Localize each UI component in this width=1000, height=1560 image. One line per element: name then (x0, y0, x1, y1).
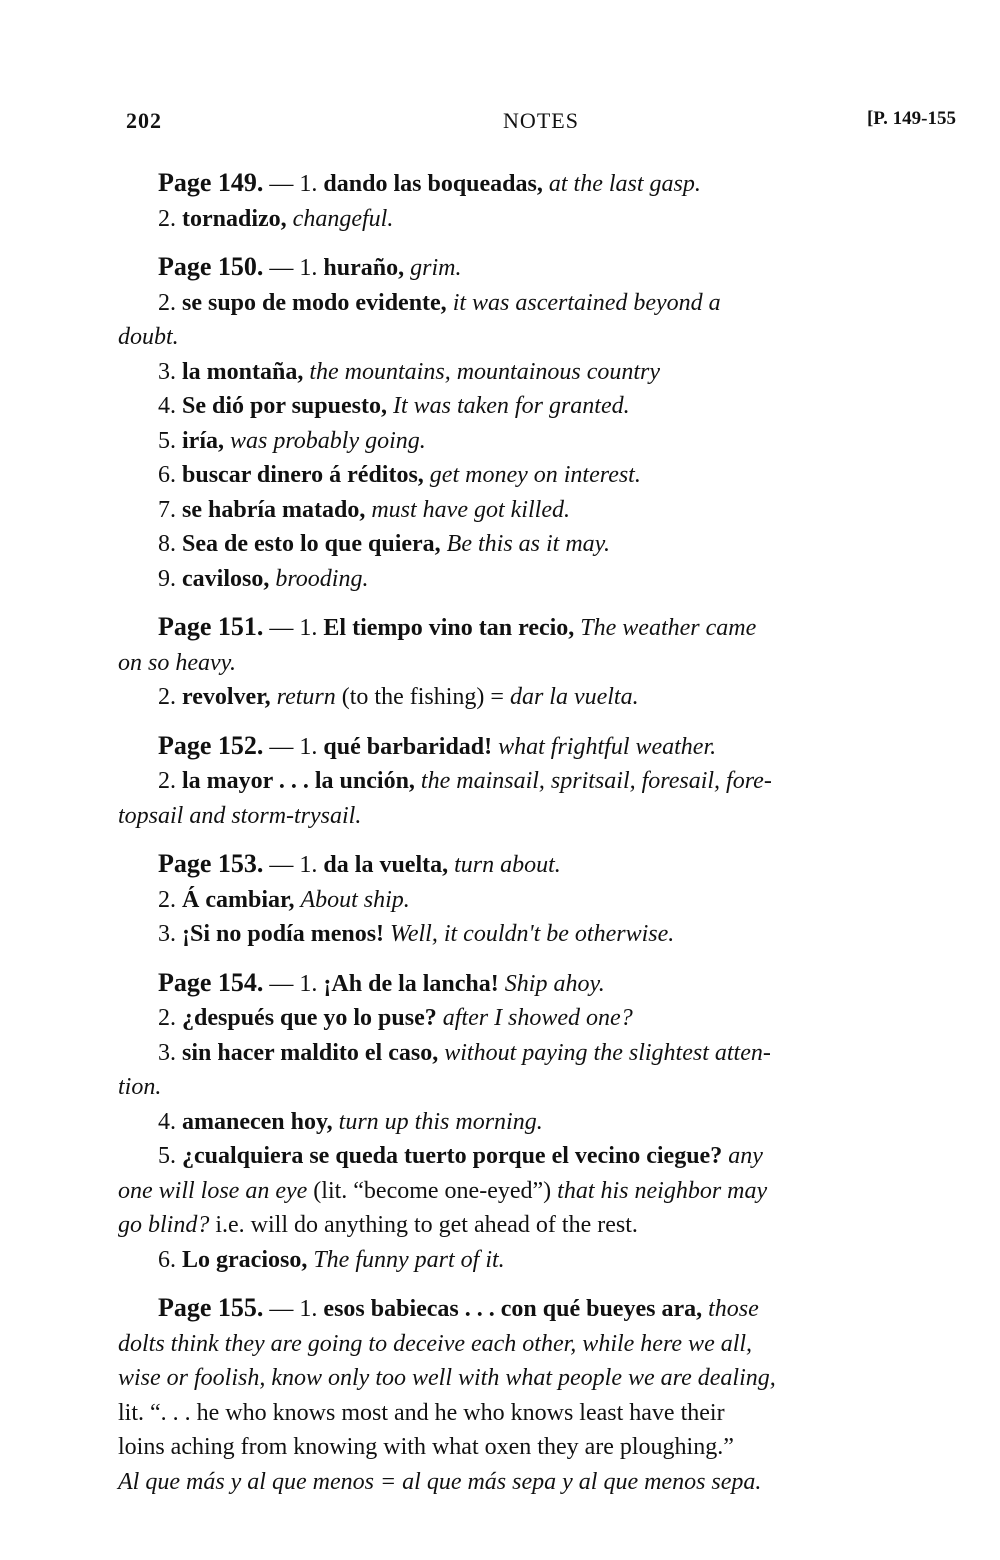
english-gloss: must have got killed. (371, 496, 570, 523)
note-line (118, 1465, 956, 1500)
english-gloss: without paying the slightest atten- (444, 1039, 771, 1066)
note-number: 2. (158, 886, 176, 913)
note-line (118, 1070, 956, 1105)
note-line (118, 1208, 956, 1243)
note-line: Page 154. — 1. ¡Ah de la lancha! Ship ahoy. (158, 967, 605, 997)
english-gloss: topsail and storm-trysail. (118, 802, 362, 829)
note-number: 2. (158, 768, 176, 794)
note-line: Page 152. — 1. qué barbaridad! what frightful weather. (158, 730, 717, 760)
english-gloss: Al que más y al que menos = al que más sepa y al que menos sepa. (118, 1468, 762, 1495)
note-line (118, 764, 956, 799)
spanish-phrase: ¿cualquiera se queda tuerto porque el vecino ciegue? (182, 1143, 723, 1169)
note-section (118, 610, 956, 715)
english-gloss: brooding. (275, 565, 369, 592)
note-line (118, 458, 956, 493)
note-line: Page 150. — 1. huraño, grim. (158, 252, 462, 281)
spanish-phrase: dando las boqueadas, (323, 171, 543, 197)
english-gloss: It was taken for granted. (392, 393, 630, 419)
note-line (118, 680, 956, 715)
note-number: 1. (299, 733, 318, 760)
note-number: 6. (158, 462, 176, 488)
spanish-phrase: caviloso, (182, 565, 270, 592)
spanish-phrase: se habría matado, (182, 496, 366, 523)
note-number: 2. (158, 205, 176, 232)
running-header (126, 108, 956, 138)
english-gloss: changeful. (292, 205, 394, 232)
note-line (118, 1001, 956, 1036)
english-gloss: turn about. (454, 852, 561, 878)
note-number: 3. (158, 921, 176, 947)
note-line: Page 149. — 1. dando las boqueadas, at the last gasp. (158, 168, 701, 197)
note-section (118, 250, 956, 596)
english-gloss: grim. (410, 255, 462, 281)
english-gloss: on so heavy. (118, 649, 236, 676)
note-number: 1. (299, 1296, 318, 1322)
english-gloss: dar la vuelta. (509, 684, 639, 710)
english-gloss: the mainsail, spritsail, foresail, fore- (420, 768, 772, 794)
spanish-phrase: amanecen hoy, (182, 1108, 333, 1135)
note-line (118, 202, 956, 237)
note-line (118, 1139, 956, 1174)
english-gloss: after I showed one? (442, 1005, 633, 1031)
note-line (118, 562, 956, 597)
spanish-phrase: tornadizo, (182, 205, 287, 232)
english-gloss: what frightful weather. (498, 733, 717, 760)
note-line (118, 1036, 956, 1071)
page-label: Page 152. (158, 730, 264, 760)
note-line (118, 527, 956, 562)
note-number: 4. (158, 1108, 176, 1135)
spanish-phrase: buscar dinero á réditos, (182, 462, 424, 488)
spanish-phrase: Se dió por supuesto, (182, 393, 387, 419)
note-line: Page 151. — 1. El tiempo vino tan recio, The weather came (158, 612, 757, 641)
note-line (118, 1430, 956, 1465)
note-number: 6. (158, 1246, 176, 1273)
note-number: 8. (158, 531, 176, 557)
plain-text: (to the fishing) = (341, 684, 504, 710)
note-number: 7. (158, 496, 176, 523)
page-range: [P. 149-155 (866, 108, 956, 129)
english-gloss: one will lose an eye (118, 1177, 308, 1204)
note-number: 2. (158, 1005, 176, 1031)
spanish-phrase: Á cambiar, (182, 886, 295, 913)
note-number: 1. (299, 171, 318, 197)
note-number: 1. (299, 615, 318, 641)
spanish-phrase: El tiempo vino tan recio, (323, 615, 575, 641)
note-line: Page 155. — 1. esos babiecas . . . con qué bueyes ara, those (158, 1293, 759, 1322)
note-number: 1. (299, 255, 318, 281)
page-label: Page 150. (158, 252, 264, 281)
note-line (118, 646, 956, 681)
page-label: Page 155. (158, 1293, 264, 1322)
note-line (118, 1174, 956, 1209)
plain-text: loins aching from knowing with what oxen they are ploughing.” (118, 1434, 734, 1460)
note-line (118, 917, 956, 952)
spanish-phrase: se supo de modo evidente, (182, 289, 447, 316)
header-title: NOTES (503, 108, 579, 133)
note-number: 2. (158, 289, 176, 316)
english-gloss: go blind? (118, 1212, 210, 1238)
spanish-phrase: da la vuelta, (323, 852, 449, 878)
note-line (118, 389, 956, 424)
spanish-phrase: la montaña, (182, 358, 304, 385)
spanish-phrase: Sea de esto lo que quiera, (182, 531, 441, 557)
english-gloss: get money on interest. (429, 462, 641, 488)
english-gloss: at the last gasp. (548, 171, 701, 197)
plain-text: (lit. “become one-eyed”) (313, 1177, 552, 1204)
page-label: Page 151. (158, 612, 264, 641)
note-section (118, 1291, 956, 1499)
note-line (118, 286, 956, 321)
spanish-phrase: huraño, (323, 255, 405, 281)
spanish-phrase: ¡Si no podía menos! (182, 921, 385, 947)
note-line (118, 1105, 956, 1140)
spanish-phrase: ¿después que yo lo puse? (182, 1005, 437, 1031)
english-gloss: The funny part of it. (313, 1246, 505, 1273)
note-number: 9. (158, 565, 176, 592)
note-line: Page 153. — 1. da la vuelta, turn about. (158, 849, 561, 878)
note-number: 3. (158, 1039, 176, 1066)
note-line (118, 1396, 956, 1431)
note-number: 2. (158, 684, 176, 710)
english-gloss: return (276, 684, 336, 710)
note-section (118, 966, 956, 1278)
note-section (118, 847, 956, 952)
note-line (118, 1243, 956, 1278)
english-gloss: The weather came (580, 615, 757, 641)
spanish-phrase: Lo gracioso, (182, 1246, 308, 1273)
english-gloss: Ship ahoy. (504, 970, 605, 997)
note-line (118, 355, 956, 390)
plain-text: i.e. will do anything to get ahead of the rest. (215, 1212, 638, 1238)
english-gloss: the mountains, mountainous country (309, 358, 661, 385)
note-number: 1. (299, 970, 318, 997)
english-gloss: doubt. (118, 324, 179, 350)
page-label: Page 149. (158, 168, 264, 197)
spanish-phrase: la mayor . . . la unción, (182, 768, 415, 794)
note-section (118, 729, 956, 834)
note-line (118, 1327, 956, 1362)
note-number: 5. (158, 427, 176, 454)
english-gloss: About ship. (300, 886, 410, 913)
note-number: 5. (158, 1143, 176, 1169)
note-line (118, 320, 956, 355)
english-gloss: those (708, 1296, 759, 1322)
note-number: 1. (299, 852, 318, 878)
english-gloss: Be this as it may. (446, 531, 610, 557)
english-gloss: any (728, 1143, 763, 1169)
note-number: 3. (158, 358, 176, 385)
english-gloss: it was ascertained beyond a (452, 289, 721, 316)
page-number: 202 (126, 108, 162, 133)
note-line (118, 424, 956, 459)
english-gloss: wise or foolish, know only too well with what people we are dealing, (118, 1365, 776, 1391)
english-gloss: dolts think they are going to deceive each other, while here we all, (118, 1330, 753, 1357)
page-label: Page 153. (158, 849, 264, 878)
note-section (118, 166, 956, 236)
english-gloss: turn up this morning. (338, 1108, 543, 1135)
spanish-phrase: sin hacer maldito el caso, (182, 1039, 439, 1066)
spanish-phrase: ¡Ah de la lancha! (323, 970, 499, 997)
plain-text: lit. “. . . he who knows most and he who knows least have their (118, 1399, 725, 1426)
note-line (118, 493, 956, 528)
english-gloss: tion. (118, 1074, 162, 1100)
english-gloss: was probably going. (230, 427, 426, 454)
spanish-phrase: esos babiecas . . . con qué bueyes ara, (323, 1296, 703, 1322)
spanish-phrase: revolver, (182, 684, 271, 710)
spanish-phrase: iría, (182, 427, 224, 454)
note-line (118, 883, 956, 918)
english-gloss: Well, it couldn't be otherwise. (390, 921, 675, 947)
notes-content (118, 166, 956, 1513)
note-line (118, 799, 956, 834)
page-label: Page 154. (158, 967, 264, 997)
note-number: 4. (158, 393, 176, 419)
english-gloss: that his neighbor may (557, 1177, 768, 1204)
note-line (118, 1361, 956, 1396)
spanish-phrase: qué barbaridad! (323, 733, 493, 760)
